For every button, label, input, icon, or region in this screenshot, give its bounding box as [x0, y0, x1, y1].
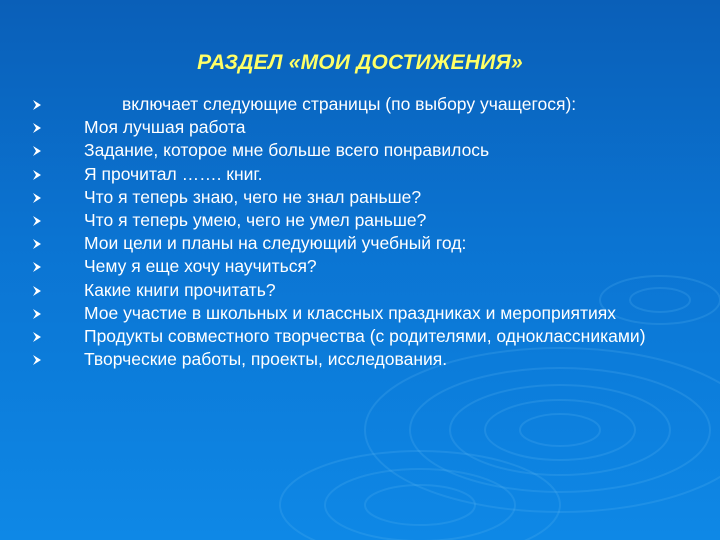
bullet-list	[32, 93, 692, 371]
list-item-text: Я прочитал ……. книг.	[84, 163, 263, 184]
list-item	[32, 93, 692, 116]
arrowhead-bullet-icon	[32, 286, 42, 296]
arrowhead-bullet-icon	[32, 239, 42, 249]
arrowhead-bullet-icon	[32, 332, 42, 342]
arrowhead-bullet-icon	[32, 193, 42, 203]
list-item-text: Продукты совместного творчества (с родителями, одноклассниками)	[84, 326, 646, 347]
slide-title: РАЗДЕЛ «МОИ ДОСТИЖЕНИЯ»	[197, 51, 523, 74]
list-item	[32, 279, 692, 302]
arrowhead-bullet-icon	[32, 123, 42, 133]
list-item-text: Моя лучшая работа	[84, 117, 246, 138]
arrowhead-bullet-icon	[32, 216, 42, 226]
list-item-text: Задание, которое мне больше всего понравилось	[84, 140, 490, 161]
list-item-text: Что я теперь знаю, чего не знал раньше?	[84, 186, 422, 207]
list-item-text: Какие книги прочитать?	[84, 279, 276, 300]
list-item	[32, 139, 692, 162]
arrowhead-bullet-icon	[32, 309, 42, 319]
list-item-text: Творческие работы, проекты, исследования.	[84, 349, 448, 370]
list-item	[32, 255, 692, 278]
arrowhead-bullet-icon	[32, 262, 42, 272]
list-item	[32, 209, 692, 232]
list-item-text: Чему я еще хочу научиться?	[84, 256, 317, 277]
arrowhead-bullet-icon	[32, 355, 42, 365]
list-item	[32, 163, 692, 186]
list-item	[32, 325, 692, 348]
list-item-text: Мое участие в школьных и классных праздниках и мероприятиях	[84, 302, 616, 323]
list-item	[32, 232, 692, 255]
list-item-text: включает следующие страницы (по выбору учащегося):	[122, 94, 577, 114]
arrowhead-bullet-icon	[32, 170, 42, 180]
list-item	[32, 186, 692, 209]
list-item	[32, 302, 692, 325]
arrowhead-bullet-icon	[32, 146, 42, 156]
list-item-text: Мои цели и планы на следующий учебный год:	[84, 233, 467, 254]
list-item	[32, 348, 692, 371]
list-item-text: Что я теперь умею, чего не умел раньше?	[84, 210, 427, 231]
list-item	[32, 116, 692, 139]
arrowhead-bullet-icon	[32, 100, 42, 110]
